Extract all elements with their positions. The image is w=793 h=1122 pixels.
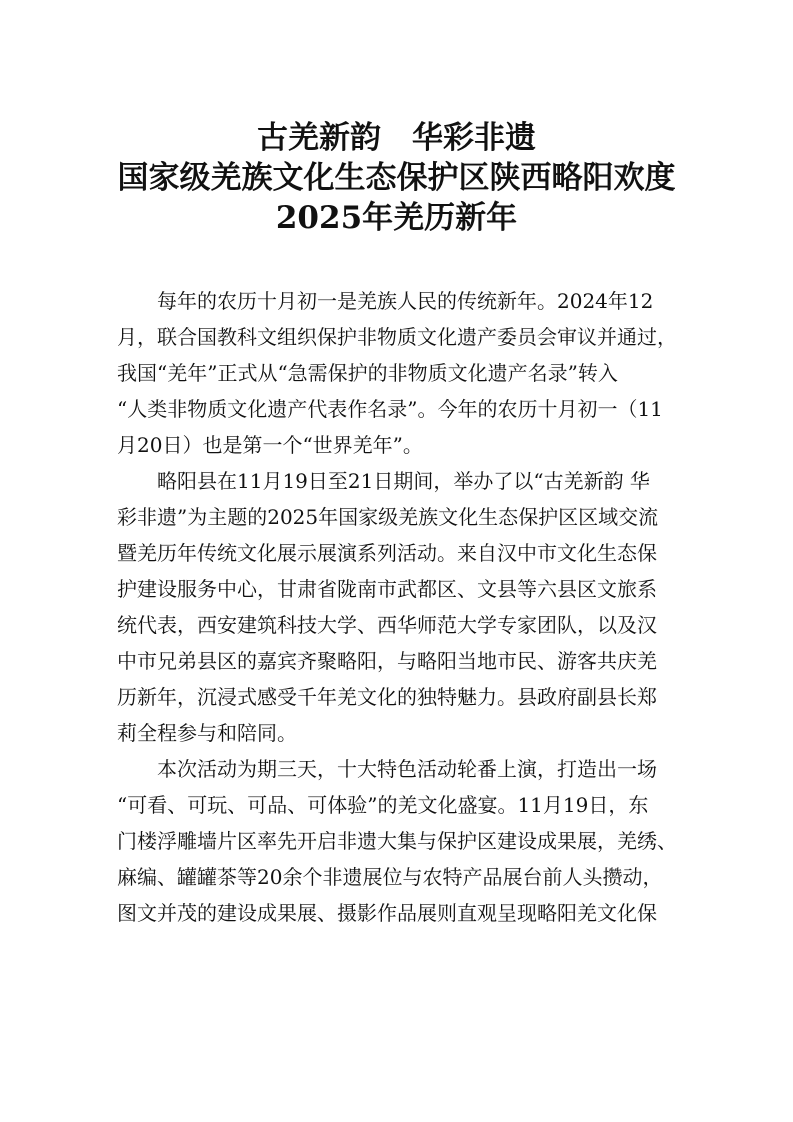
- paragraph-line: 麻编、罐罐茶等20余个非遗展位与农特产品展台前人头攒动，: [117, 865, 663, 889]
- paragraph-line: 统代表，西安建筑科技大学、西华师范大学专家团队，以及汉: [117, 613, 657, 637]
- paragraph-line: 护建设服务中心，甘肃省陇南市武都区、文县等六县区文旅系: [117, 577, 657, 601]
- paragraph-line: 暨羌历年传统文化展示展演系列活动。来自汉中市文化生态保: [117, 541, 657, 565]
- document-title: [0, 118, 793, 238]
- paragraph-line: 历新年，沉浸式感受千年羌文化的独特魅力。县政府副县长郑: [117, 685, 657, 709]
- paragraph-line: 门楼浮雕墙片区率先开启非遗大集与保护区建设成果展，羌绣、: [117, 829, 677, 853]
- document-body: [117, 283, 697, 931]
- paragraph-line: 略阳县在11月19日至21日期间，举办了以“古羌新韵 华: [157, 469, 650, 493]
- paragraph-line: 中市兄弟县区的嘉宾齐聚略阳，与略阳当地市民、游客共庆羌: [117, 649, 657, 673]
- paragraph-2: [117, 463, 697, 751]
- title-line-1: 古羌新韵 华彩非遗: [257, 120, 536, 156]
- paragraph-line: 本次活动为期三天，十大特色活动轮番上演，打造出一场: [157, 757, 657, 781]
- title-line-2: 国家级羌族文化生态保护区陕西略阳欢度: [117, 160, 676, 196]
- paragraph-line: 月，联合国教科文组织保护非物质文化遗产委员会审议并通过，: [117, 325, 677, 349]
- paragraph-line: “人类非物质文化遗产代表作名录”。今年的农历十月初一（11: [117, 397, 663, 421]
- paragraph-line: 莉全程参与和陪同。: [117, 721, 297, 745]
- paragraph-3: [117, 751, 697, 931]
- paragraph-line: 图文并茂的建设成果展、摄影作品展则直观呈现略阳羌文化保: [117, 901, 657, 925]
- paragraph-1: [117, 283, 697, 463]
- title-line-3: 2025年羌历新年: [275, 200, 518, 236]
- paragraph-line: 月20日）也是第一个“世界羌年”。: [117, 433, 423, 457]
- paragraph-line: 每年的农历十月初一是羌族人民的传统新年。2024年12: [157, 289, 654, 313]
- paragraph-line: “可看、可玩、可品、可体验”的羌文化盛宴。11月19日，东: [117, 793, 649, 817]
- paragraph-line: 我国“羌年”正式从“急需保护的非物质文化遗产名录”转入: [117, 361, 618, 385]
- paragraph-line: 彩非遗”为主题的2025年国家级羌族文化生态保护区区域交流: [117, 505, 659, 529]
